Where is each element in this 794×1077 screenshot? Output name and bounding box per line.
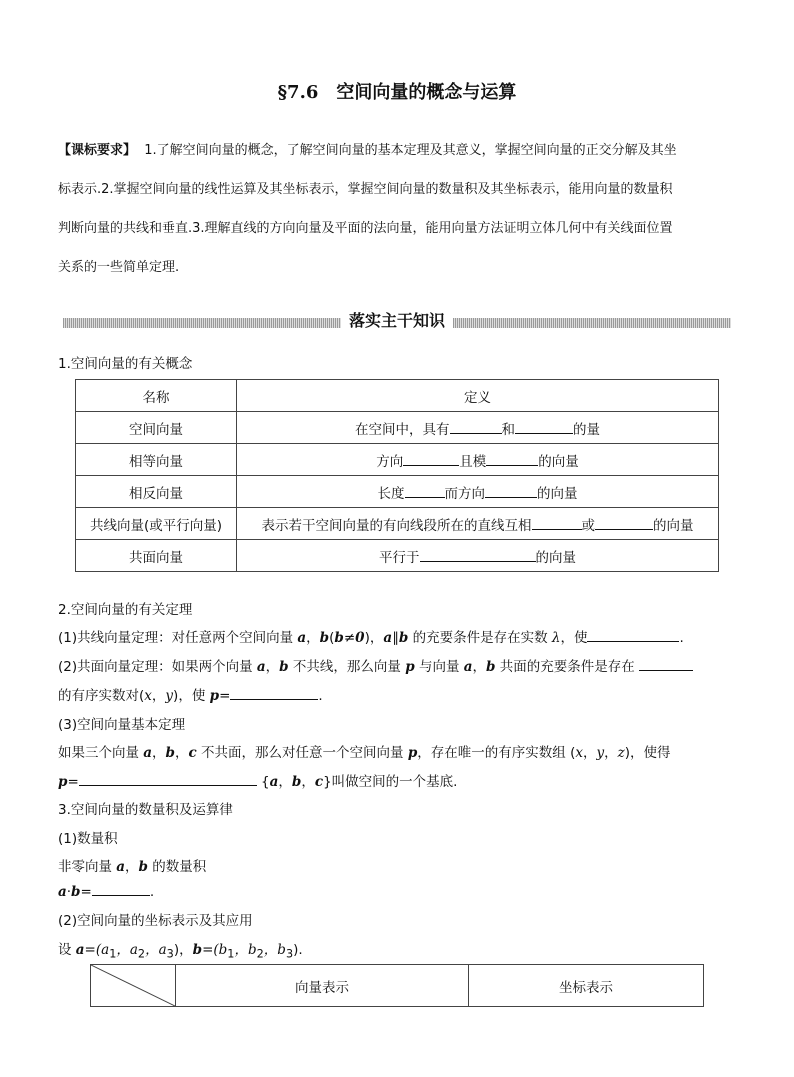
fill-blank[interactable]	[403, 453, 459, 466]
table-row	[76, 444, 719, 476]
section3-heading: 3.空间向量的数量积及运算律	[58, 802, 233, 818]
fill-blank[interactable]	[587, 629, 679, 642]
section1-heading: 1.空间向量的有关概念	[58, 356, 193, 372]
page-title: §7.6 空间向量的概念与运算	[277, 82, 517, 103]
banner-label: 落实主干知识	[341, 308, 453, 331]
dot-product-text: 非零向量 a，b 的数量积	[58, 859, 207, 875]
row-definition: 在空间中，具有 和 的量	[237, 412, 719, 444]
fill-blank[interactable]	[79, 773, 257, 786]
table-header-row	[91, 965, 704, 1007]
row-name: 相等向量	[76, 444, 237, 476]
collinear-theorem: (1)共线向量定理：对任意两个空间向量 a，b(b≠0)，a∥b 的充要条件是存在实数 λ，使 .	[58, 630, 684, 646]
basis-theorem-cont: p= {a，b，c}叫做空间的一个基底.	[58, 774, 458, 790]
requirements-line-4: 关系的一些简单定理.	[58, 260, 180, 275]
section2-heading: 2.空间向量的有关定理	[58, 602, 193, 618]
concepts-table	[75, 379, 719, 572]
table-row	[76, 412, 719, 444]
basis-theorem-text: 如果三个向量 a，b，c 不共面，那么对任意一个空间向量 p，存在唯一的有序实数组 (x，y，z)，使得	[58, 745, 671, 761]
fill-blank[interactable]	[92, 883, 150, 896]
fill-blank[interactable]	[532, 517, 582, 530]
fill-blank[interactable]	[515, 421, 573, 434]
fill-blank[interactable]	[230, 687, 318, 700]
table-header-row	[76, 380, 719, 412]
row-name: 相反向量	[76, 476, 237, 508]
coplanar-theorem-cont: 的有序实数对(x，y)，使 p= .	[58, 688, 323, 704]
header-definition: 定义	[237, 380, 719, 412]
row-definition: 方向 且模 的向量	[237, 444, 719, 476]
row-name: 共线向量(或平行向量)	[76, 508, 237, 540]
requirements-line-1	[58, 131, 738, 170]
requirements-line-3: 判断向量的共线和垂直.3.理解直线的方向向量及平面的法向量，能用向量方法证明立体几何中有关线面位置	[58, 221, 673, 236]
coordinate-setup: 设 $a=(a_1$，$a_2$，$a_3$)，$b=(b_1$，$b_2$，$b_3$).	[58, 942, 303, 961]
row-definition: 长度 而方向 的向量	[237, 476, 719, 508]
basis-theorem-heading: (3)空间向量基本定理	[58, 717, 186, 733]
fill-blank[interactable]	[405, 485, 445, 498]
dot-product-formula: a·b= .	[58, 884, 155, 900]
table-row	[76, 508, 719, 540]
diagonal-header-cell	[91, 965, 176, 1007]
requirements-paragraph	[58, 131, 738, 287]
fill-blank[interactable]	[420, 549, 536, 562]
header-vector-form: 向量表示	[176, 965, 469, 1007]
row-definition: 表示若干空间向量的有向线段所在的直线互相 或 的向量	[237, 508, 719, 540]
table-row	[76, 540, 719, 572]
coordinate-table	[90, 964, 704, 1007]
diagonal-line-icon	[91, 965, 175, 1006]
fill-blank[interactable]	[639, 658, 693, 671]
requirements-tag: 【课标要求】	[58, 143, 137, 158]
fill-blank[interactable]	[485, 485, 537, 498]
section-banner	[63, 308, 731, 332]
fill-blank[interactable]	[486, 453, 538, 466]
requirements-text-1: 1.了解空间向量的概念，了解空间向量的基本定理及其意义，掌握空间向量的正交分解及其坐	[144, 143, 677, 158]
requirements-line-2: 标表示.2.掌握空间向量的线性运算及其坐标表示，掌握空间向量的数量积及其坐标表示，能用向量的数量积	[58, 182, 673, 197]
fill-blank[interactable]	[450, 421, 502, 434]
coplanar-theorem: (2)共面向量定理：如果两个向量 a，b 不共线，那么向量 p 与向量 a，b 共面的充要条件是存在	[58, 655, 693, 675]
coordinate-heading: (2)空间向量的坐标表示及其应用	[58, 913, 253, 929]
row-name: 空间向量	[76, 412, 237, 444]
header-name: 名称	[76, 380, 237, 412]
dot-product-heading: (1)数量积	[58, 831, 118, 847]
header-coordinate-form: 坐标表示	[469, 965, 704, 1007]
row-definition: 平行于 的向量	[237, 540, 719, 572]
row-name: 共面向量	[76, 540, 237, 572]
table-row	[76, 476, 719, 508]
fill-blank[interactable]	[595, 517, 653, 530]
